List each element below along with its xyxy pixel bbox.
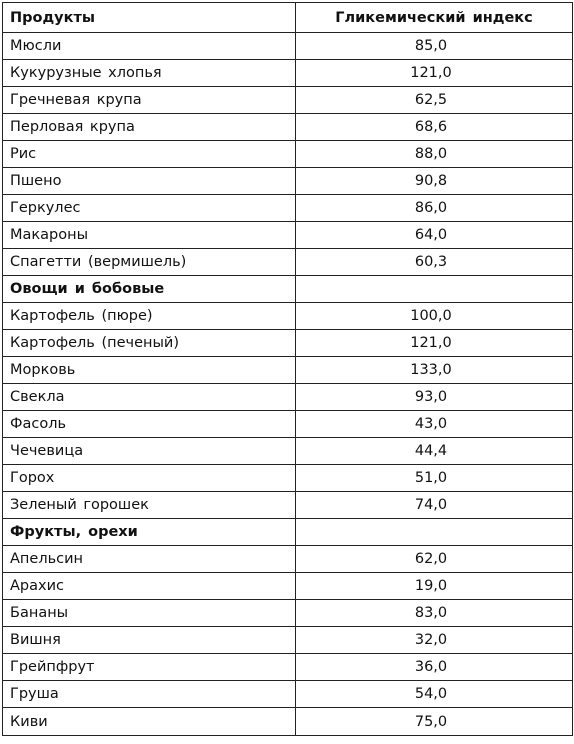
product-name: Зеленый горошек xyxy=(3,492,296,519)
index-value xyxy=(296,276,573,303)
product-name: Грейпфрут xyxy=(3,654,296,681)
table-row xyxy=(3,411,573,438)
index-value: 93,0 xyxy=(296,384,573,411)
product-name: Чечевица xyxy=(3,438,296,465)
index-value: 36,0 xyxy=(296,654,573,681)
product-name: Спагетти (вермишель) xyxy=(3,249,296,276)
product-name: Гречневая крупа xyxy=(3,87,296,114)
index-value: 121,0 xyxy=(296,60,573,87)
table-row xyxy=(3,465,573,492)
header-products: Продукты xyxy=(3,3,296,33)
section-title: Овощи и бобовые xyxy=(3,276,296,303)
table-row xyxy=(3,60,573,87)
table-row xyxy=(3,681,573,708)
index-value: 44,4 xyxy=(296,438,573,465)
table-row xyxy=(3,330,573,357)
section-row xyxy=(3,276,573,303)
product-name: Кукурузные хлопья xyxy=(3,60,296,87)
product-name: Перловая крупа xyxy=(3,114,296,141)
index-value: 68,6 xyxy=(296,114,573,141)
table-row xyxy=(3,222,573,249)
product-name: Горох xyxy=(3,465,296,492)
index-value: 121,0 xyxy=(296,330,573,357)
table-row xyxy=(3,573,573,600)
index-value xyxy=(296,519,573,546)
index-value: 43,0 xyxy=(296,411,573,438)
product-name: Картофель (пюре) xyxy=(3,303,296,330)
index-value: 85,0 xyxy=(296,33,573,60)
product-name: Рис xyxy=(3,141,296,168)
product-name: Мюсли xyxy=(3,33,296,60)
index-value: 60,3 xyxy=(296,249,573,276)
table-row xyxy=(3,114,573,141)
table-row xyxy=(3,627,573,654)
table-row xyxy=(3,303,573,330)
index-value: 133,0 xyxy=(296,357,573,384)
glycemic-index-table xyxy=(2,2,573,736)
section-title: Фрукты, орехи xyxy=(3,519,296,546)
table-header-row xyxy=(3,3,573,33)
index-value: 32,0 xyxy=(296,627,573,654)
product-name: Макароны xyxy=(3,222,296,249)
product-name: Свекла xyxy=(3,384,296,411)
index-value: 19,0 xyxy=(296,573,573,600)
product-name: Бананы xyxy=(3,600,296,627)
product-name: Арахис xyxy=(3,573,296,600)
index-value: 90,8 xyxy=(296,168,573,195)
product-name: Пшено xyxy=(3,168,296,195)
index-value: 88,0 xyxy=(296,141,573,168)
table-row xyxy=(3,168,573,195)
index-value: 74,0 xyxy=(296,492,573,519)
table-row xyxy=(3,87,573,114)
table-row xyxy=(3,384,573,411)
product-name: Картофель (печеный) xyxy=(3,330,296,357)
index-value: 75,0 xyxy=(296,708,573,736)
table-row xyxy=(3,357,573,384)
product-name: Груша xyxy=(3,681,296,708)
table-row xyxy=(3,249,573,276)
index-value: 64,0 xyxy=(296,222,573,249)
index-value: 51,0 xyxy=(296,465,573,492)
table-row xyxy=(3,438,573,465)
table-row xyxy=(3,33,573,60)
index-value: 86,0 xyxy=(296,195,573,222)
product-name: Морковь xyxy=(3,357,296,384)
product-name: Апельсин xyxy=(3,546,296,573)
section-row xyxy=(3,519,573,546)
index-value: 62,0 xyxy=(296,546,573,573)
index-value: 83,0 xyxy=(296,600,573,627)
table-row xyxy=(3,546,573,573)
table-row xyxy=(3,492,573,519)
index-value: 62,5 xyxy=(296,87,573,114)
table-row xyxy=(3,654,573,681)
product-name: Киви xyxy=(3,708,296,736)
table-row xyxy=(3,195,573,222)
table-row xyxy=(3,600,573,627)
index-value: 100,0 xyxy=(296,303,573,330)
product-name: Геркулес xyxy=(3,195,296,222)
header-glycemic-index: Гликемический индекс xyxy=(296,3,573,33)
index-value: 54,0 xyxy=(296,681,573,708)
product-name: Фасоль xyxy=(3,411,296,438)
table-row xyxy=(3,141,573,168)
table-row xyxy=(3,708,573,736)
product-name: Вишня xyxy=(3,627,296,654)
